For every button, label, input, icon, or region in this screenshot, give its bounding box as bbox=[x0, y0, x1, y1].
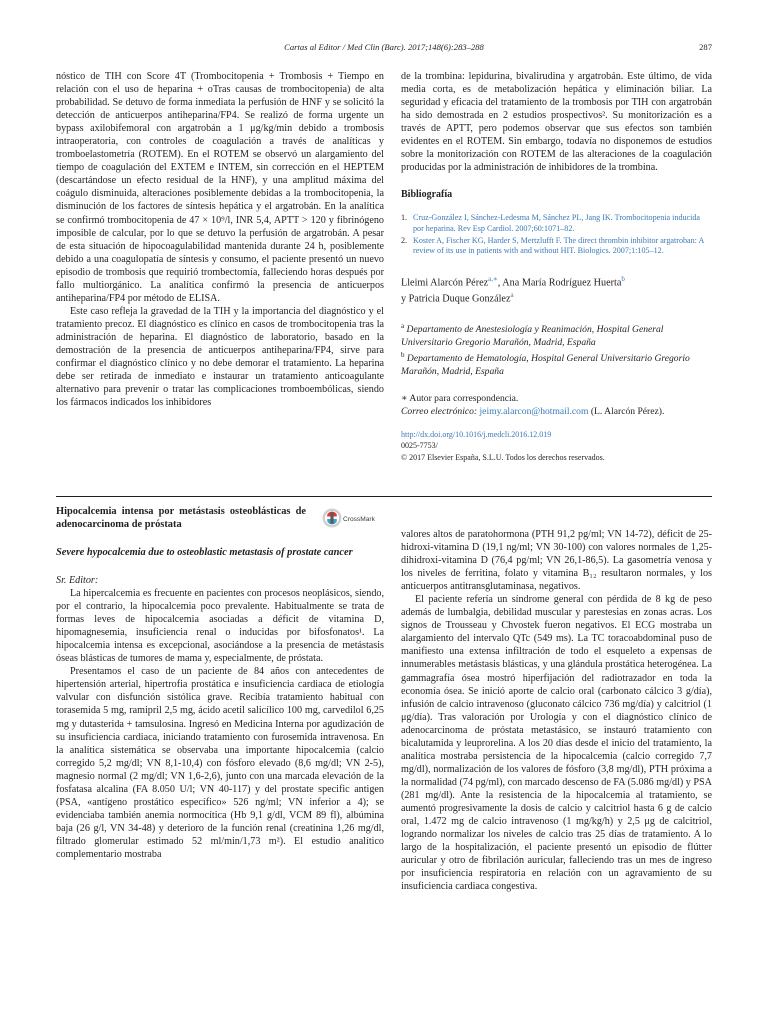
reference-link[interactable]: Koster A, Fischer KG, Harder S, Mertzlufft F. The direct thrombin inhibitor argatroban: A review of its use in patients with and without HIT. Biologics. 2007;1:105–12. bbox=[413, 235, 704, 256]
reference-number: 2. bbox=[401, 235, 408, 245]
section-divider bbox=[56, 496, 712, 497]
corresponding-author-note: ∗ Autor para correspondencia. bbox=[401, 392, 519, 404]
affiliations bbox=[401, 320, 712, 378]
reference-item[interactable] bbox=[401, 236, 712, 257]
body-paragraph: El paciente refería un síndrome general con pérdida de 8 kg de peso además de lumbalgia, debilidad muscular y parestesias en zonas acras. Los signos de Trousseau y Chvostek fueron negativos. El ECG mostraba un alargamiento del intervalo QTc (549 ms). La TC toracoabdominal puso de manifiesto una extensa infiltración de todo el esqueleto a expensas de innumerables metástasis blásticas, y una glándula prostática heterogénea. La gammagrafía ósea mostró hiperfijación del radiotrazador en toda la economía ósea. Se inició aporte de calcio oral (carbonato cálcico 3 g/día), infusión de calcio intravenoso (gluconato cálcico 736 mg/día) y calcitriol (1 μg/día). Tras valoración por Urología y con el diagnóstico clínico de adenocarcinoma de próstata metastásico, se instauró tratamiento con bicalutamida y leuprorelina. A los 20 días desde el inicio del tratamiento, la analítica mostraba persistencia de la hipocalcemia (calcio corregido 7,7 mg/dl), normalización de los valores de fósforo (3,8 mg/dl), PTH próxima a la normalidad (74 pg/ml), con marcado descenso de FA (5.086 mg/dl) y PSA (281 mg/dl). Ante la resistencia de la hipocalcemia al tratamiento, se aumentó progresivamente la dosis de calcio y calcitriol hasta 6 g de calcio oral, 1.472 mg de calcio intravenoso (1 mg/kg/h) y 2,5 μg de calcitriol, logrando normalizar los niveles de calcio tras 25 días de tratamiento. A lo largo de la hospitalización, el paciente presentó un episodio de flútter auricular y otro de fibrilación auricular, falleciendo tras un mes de ingreso por insuficiencia respiratoria en relación con un agravamiento de su insuficiencia cardiaca congestiva. bbox=[401, 594, 712, 893]
issn: 0025-7753/ bbox=[401, 441, 438, 451]
body-paragraph: La hipercalcemia es frecuente en pacientes con procesos neoplásicos, siendo, por el contrario, la hipocalcemia poco prevalente. Habitualmente se trata de formas leves de hipocalcemia asociadas a déficit de vitamina D, hipomagnesemia, insuficiencia renal o inducidas por bifosfonatos¹. La hipocalcemia intensa es excepcional, asociándose a la presencia de metástasis óseas blásticas de tumores de mama y, especialmente, de próstata. bbox=[56, 588, 384, 665]
affiliation-marker: a bbox=[401, 321, 405, 330]
body-paragraph: valores altos de paratohormona (PTH 91,2 pg/ml; VN 14-72), déficit de 25-hidroxi-vitamina D (19,1 ng/ml; VN 30-100) con valores normales de 1,25-dihidroxi-vitamina D (76,4 pg/ml; VN 26,1-86,5). La gasometría venosa y los niveles de ferritina, folato y vitamina B₁₂ resultaron normales, y los anticuerpos antitransglutaminasa, negativos. bbox=[401, 529, 712, 593]
reference-list bbox=[401, 213, 712, 256]
author-name: Lleimi Alarcón Pérez bbox=[401, 277, 489, 289]
journal-citation: Cartas al Editor / Med Clin (Barc). 2017;148(6):283–288 bbox=[284, 42, 484, 52]
body-paragraph: Presentamos el caso de un paciente de 84 años con antecedentes de hipertensión arterial, hipertrofia prostática e insuficiencia cardiaca de etiología valvular con disfunción sistólica grave. Recibía tratamiento habitual con torasemida 5 mg, ramipril 2,5 mg, ácido acetil salicílico 100 mg, carvedilol 6,25 mg y dutasterida + tamsulosina. Ingresó en Medicina Interna por agudización de su insuficiencia cardiaca, iniciando tratamiento con furosemida intravenosa. En la analítica sistemática se observaba una importante hipocalcemia (calcio corregido 5,2 mg/dl; VN 8,1-10,4) con fósforo elevado (8,6 mg/dl; VN 2-5), magnesio normal (2 mg/dl; VN 1,6-2,6), junto con una marcada elevación de la fosfatasa alcalina (FA 8.050 U/l; VN 40-117) y del prostate specific antigen (PSA, «antígeno prostático específico» 526 ng/ml; VN inferior a 4); se evidenciaba también anemia normocítica (Hb 9,1 g/dl, VCM 89 fl), albúmina baja (26 g/l, VN 34-48) y deterioro de la función renal (creatinina 1,26 mg/dl, filtrado glomerular estimado 52 ml/min/1,73 m²). El estudio analítico complementario mostraba bbox=[56, 666, 384, 860]
author-affiliation-marker[interactable]: b bbox=[621, 274, 625, 283]
letter1-right-column bbox=[401, 70, 712, 463]
affiliation bbox=[401, 320, 712, 349]
running-header bbox=[56, 42, 712, 56]
crossmark-label: CrossMark bbox=[343, 516, 375, 523]
author-list bbox=[401, 273, 712, 306]
letter2-left-column bbox=[56, 505, 384, 861]
author-name: Patricia Duque González bbox=[408, 293, 511, 305]
author-affiliation-marker[interactable]: a bbox=[510, 291, 514, 300]
reference-item[interactable] bbox=[401, 213, 712, 234]
body-paragraph: nóstico de TIH con Score 4T (Trombocitopenia + Trombosis + Tiempo en relación con el uso de heparina + oTras causas de trombocitopenia) de alta probabilidad. Se detuvo de forma inmediata la perfusión de HNF y se solicitó la detección de anticuerpos antiheparina/FP4. Se realizó de forma urgente un bypass axilobifemoral con argatrobán a 1 μg/kg/min debido a trombosis intraoperatoria, con controles de coagulación a través de analíticas y tromboelastometría (ROTEM). En el ROTEM se observó un alargamiento del tiempo de coagulación del EXTEM e INTEM, sin corrección en el HEPTEM (descartándose un efecto residual de la HNF), y una amplitud máxima del coágulo disminuida, alteraciones posiblemente debidas a la trombocitopenia, la disminución de los factores de síntesis hepática y el argatrobán. En la analítica se confirmó trombocitopenia de 47 × 10⁹/l, INR 5,4, APTT > 120 y fibrinógeno imposible de calcular, por lo que se detuvo la perfusión de argatrobán. A pesar de esta situación de hipocoagulabilidad mantenida durante 24 h, posiblemente debido a una coagulopatía de síntesis y consumo, el paciente presentó un nuevo episodio de trombosis que requirió trombectomía, falleciendo horas después por fallo multiorgánico. La analítica confirmó la presencia de anticuerpos antiheparina/FP4 por método de ELISA. bbox=[56, 71, 384, 304]
letter1-left-column bbox=[56, 70, 384, 409]
reference-link[interactable]: Cruz-González I, Sánchez-Ledesma M, Sánchez PL, Jang IK. Trombocitopenia inducida por heparina. Rev Esp Cardiol. 2007;60:1071–82. bbox=[413, 213, 701, 234]
email-label: Correo electrónico: bbox=[401, 405, 478, 417]
bibliography-heading: Bibliografía bbox=[401, 189, 453, 201]
author-affiliation-marker[interactable]: a,∗ bbox=[488, 274, 498, 283]
email-owner: (L. Alarcón Pérez). bbox=[588, 405, 665, 417]
copyright: © 2017 Elsevier España, S.L.U. Todos los derechos reservados. bbox=[401, 452, 605, 462]
doi-link[interactable]: http://dx.doi.org/10.1016/j.medcli.2016.12.019 bbox=[401, 429, 552, 439]
doi-block bbox=[401, 429, 712, 464]
email-link[interactable]: jeimy.alarcon@hotmail.com bbox=[479, 405, 589, 417]
author-name: Ana María Rodríguez Huerta bbox=[502, 277, 622, 289]
body-paragraph: Este caso refleja la gravedad de la TIH y la importancia del diagnóstico y el tratamiento precoz. El diagnóstico es clínico en casos de trombocitopenia tras la administración de heparina. El diagnóstico de laboratorio, basado en la demostración de la presencia de anticuerpos antiheparina/FP4, sirve para confirmar el diagnóstico clínico y no debe demorar el tratamiento. La heparina debe ser retirada de inmediato e instaurar un tratamiento anticoagulante alternativo para prevenir o tratar las complicaciones tromboembólicas, siendo los fármacos indicados los inhibidores bbox=[56, 305, 384, 409]
affiliation-text: Departamento de Hematología, Hospital General Universitario Gregorio Marañón, Madrid, España bbox=[401, 352, 690, 377]
affiliation-text: Departamento de Anestesiología y Reanimación, Hospital General Universitario Gregorio Marañón, Madrid, España bbox=[401, 323, 664, 348]
crossmark-icon bbox=[322, 505, 384, 531]
reference-number: 1. bbox=[401, 213, 408, 223]
affiliation-marker: b bbox=[401, 350, 405, 359]
letter2-right-column bbox=[401, 528, 712, 893]
article-title-english: Severe hypocalcemia due to osteoblastic metastasis of prostate cancer bbox=[56, 547, 353, 558]
author-separator: , bbox=[497, 277, 503, 289]
body-paragraph: de la trombina: lepidurina, bivalirudina y argatrobán. Este último, de vida media corta, es de metabolización hepática y eliminación biliar. La seguridad y eficacia del tratamiento de la trombosis por TIH con argatrobán ha sido demostrada en 2 estudios prospectivos². Su monitorización es a través de APTT, pero podemos observar que sus efectos son también evidentes en el ROTEM. Sin embargo, todavía no disponemos de estudios sobre la monitorización con ROTEM de las alteraciones de la coagulación producidas por la administración de inhibidores de la trombina. bbox=[401, 71, 712, 174]
author-conjunction: y bbox=[401, 293, 409, 305]
correspondence bbox=[401, 392, 712, 418]
affiliation bbox=[401, 349, 712, 378]
salutation: Sr. Editor: bbox=[56, 575, 99, 586]
crossmark-badge[interactable] bbox=[322, 505, 384, 531]
page-number: 287 bbox=[699, 42, 712, 52]
article-title: Hipocalcemia intensa por metástasis osteoblásticas de adenocarcinoma de próstata bbox=[56, 506, 306, 530]
